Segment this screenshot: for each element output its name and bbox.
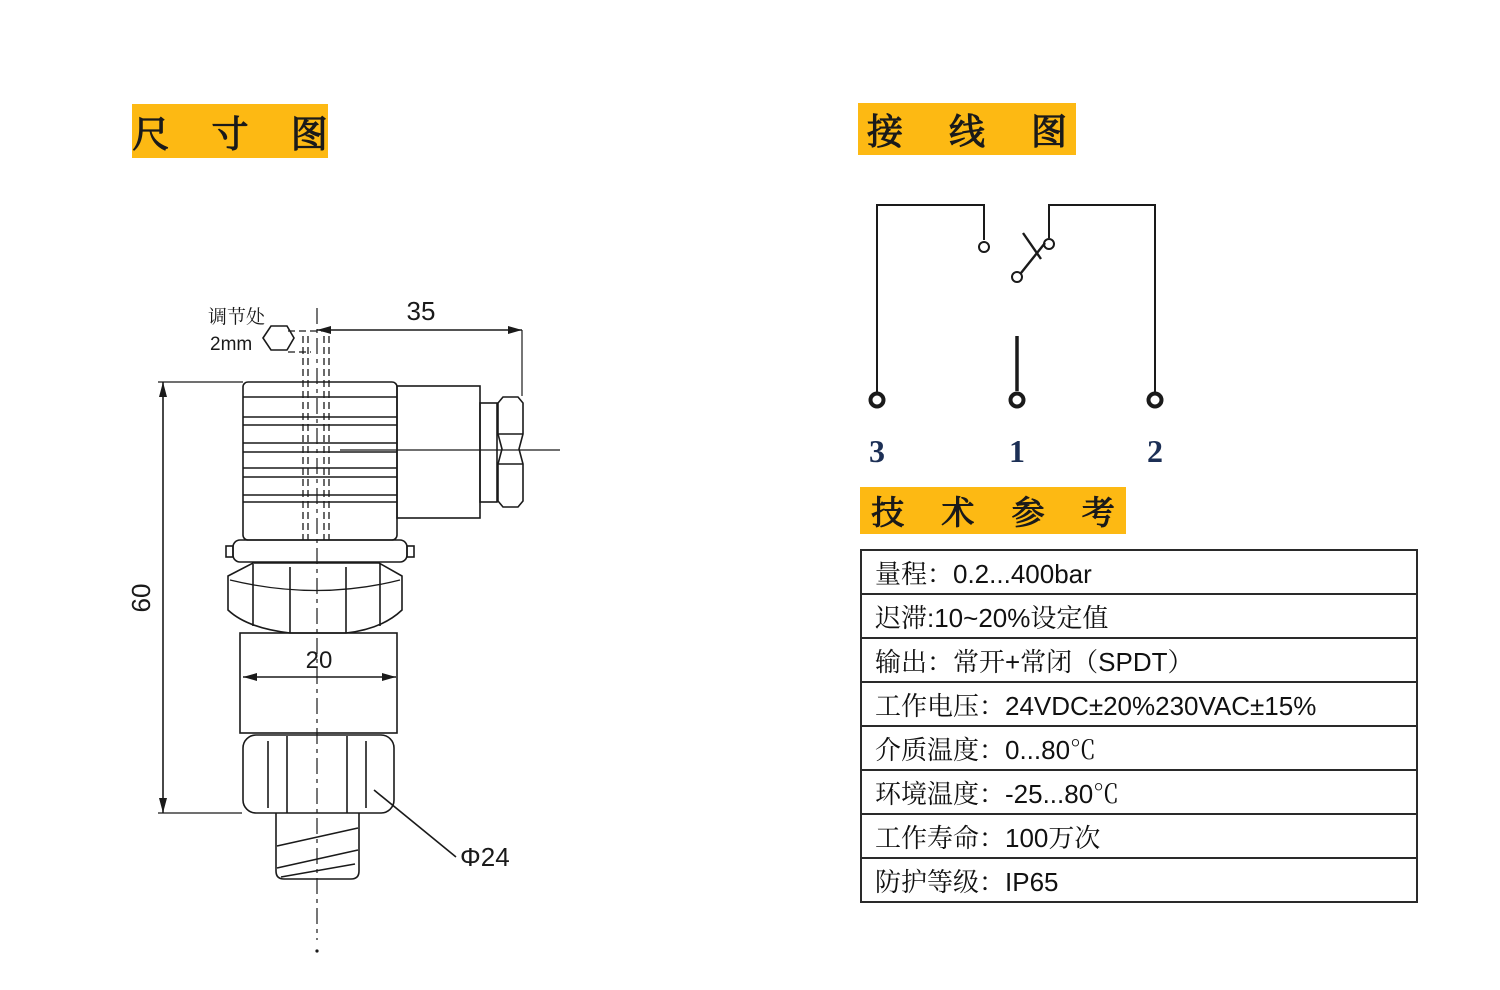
dim-35-label: 35 xyxy=(406,296,436,326)
dim-phi24-label: Φ24 xyxy=(460,842,510,872)
upper-hex-nut xyxy=(228,563,402,633)
terminal-1-label: 1 xyxy=(1009,433,1025,469)
wiring-diagram xyxy=(869,205,1163,469)
centerline xyxy=(315,308,318,953)
dim-60-label: 60 xyxy=(126,583,156,613)
section-title-specs: 技 术 参 考 xyxy=(860,487,1126,534)
wire-terminal3 xyxy=(877,205,984,392)
spec-row-voltage: 工作电压：24VDC±20%230VAC±15% xyxy=(862,683,1416,727)
spec-row-ambient-temp: 环境温度：-25...80℃ xyxy=(862,771,1416,815)
spec-row-media-temp: 介质温度：0...80℃ xyxy=(862,727,1416,771)
section-title-dimensions: 尺 寸 图 xyxy=(132,104,328,158)
dim-20-label: 20 xyxy=(305,647,333,674)
spec-row-life: 工作寿命：100万次 xyxy=(862,815,1416,859)
section-title-wiring: 接 线 图 xyxy=(858,103,1076,155)
contact-common xyxy=(1012,272,1022,282)
adjustment-rod-hidden-lines xyxy=(288,331,329,540)
terminal-3-label: 3 xyxy=(869,433,885,469)
lower-hex-nut xyxy=(243,735,394,813)
spec-row-hysteresis: 迟滞:10~20%设定值 xyxy=(862,595,1416,639)
spec-row-output: 输出：常开+常闭（SPDT） xyxy=(862,639,1416,683)
adjust-note-line2: 2mm xyxy=(210,334,253,355)
terminal-2-ring xyxy=(1149,394,1162,407)
adjust-note xyxy=(208,305,265,355)
dim-60 xyxy=(126,382,243,813)
contact-nc xyxy=(979,242,989,252)
wire-terminal2 xyxy=(1049,205,1155,392)
hex-key-icon xyxy=(263,326,294,350)
spec-row-protection: 防护等级：IP65 xyxy=(875,866,1059,897)
spec-row-range: 量程：0.2...400bar xyxy=(862,551,1416,595)
terminal-2-label: 2 xyxy=(1147,433,1163,469)
terminal-3-ring xyxy=(871,394,884,407)
switch-lever-tick xyxy=(1023,233,1041,259)
dimension-drawing xyxy=(126,296,560,953)
spec-table xyxy=(860,549,1418,903)
terminal-1-ring xyxy=(1011,394,1024,407)
connector-housing xyxy=(243,382,397,540)
dim-35 xyxy=(317,296,522,396)
adjust-note-line1: 调节处 xyxy=(208,307,266,328)
flange-collar xyxy=(226,540,414,562)
dim-20 xyxy=(243,647,396,681)
